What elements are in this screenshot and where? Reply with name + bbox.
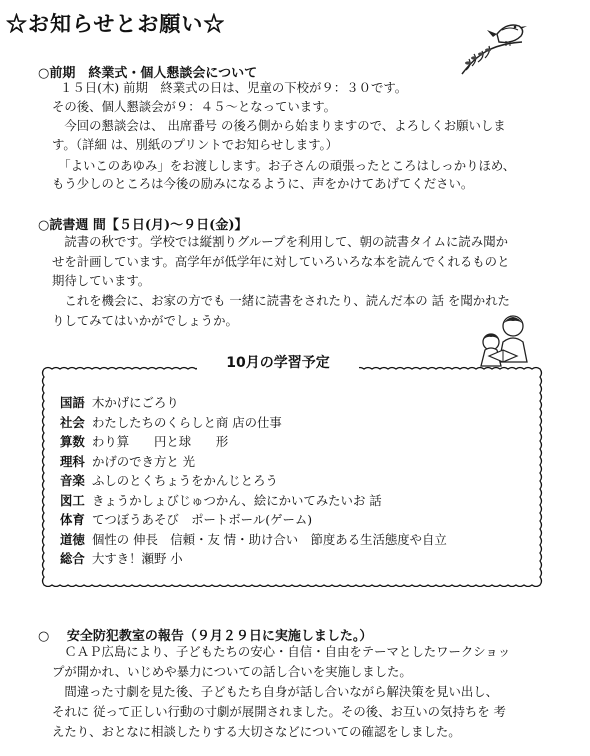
schedule-subject: 理科 <box>60 453 85 469</box>
schedule-subject: 音楽 <box>60 473 85 488</box>
section-heading-reading-week: ○読書週 間【５日(月)～９日(金)】 <box>38 218 248 233</box>
section3-line-2: プが開かれ、いじめや暴力についての話し合いを実施しました。 <box>52 664 412 679</box>
schedule-row <box>60 452 195 471</box>
section1-line-6: もう少しのところは今後の励みになるように、声をかけてあげてください。 <box>52 176 474 191</box>
section3-line-4: それに 従って正しい行動の寸劇が展開されました。その後、お互いの気持ちを 考 <box>52 704 506 719</box>
section-heading-safety-class: ○ 安全防犯教室の報告（９月２９日に実施しました。） <box>38 629 373 644</box>
schedule-row <box>60 432 228 451</box>
section3-line-1: ＣＡＰ広島により、子どもたちの安心・自信・自由をテーマとしたワークショッ <box>52 644 511 659</box>
schedule-row <box>60 549 183 568</box>
schedule-content: てつぼうあそび ポートボール(ゲーム) <box>92 512 313 527</box>
schedule-subject: 総合 <box>60 551 85 566</box>
section1-line-1: １５日(木) 前期 終業式の日は、児童の下校が９：３０です。 <box>60 80 408 95</box>
page-title: ☆お知らせとお願い☆ <box>6 11 226 36</box>
schedule-subject: 社会 <box>60 414 85 430</box>
schedule-content: きょうかしょびじゅつかん、絵にかいてみたいお 話 <box>92 492 382 508</box>
schedule-content: わたしたちのくらしと商 店の仕事 <box>92 414 282 430</box>
schedule-subject: 図工 <box>60 492 85 508</box>
section2-line-2: せを計画しています。高学年が低学年に対していろいろな本を読んでくれるものと <box>52 254 510 269</box>
schedule-row <box>60 471 278 490</box>
schedule-subject: 国語 <box>60 395 85 410</box>
schedule-row <box>60 413 282 432</box>
schedule-content: 木かげにごろり <box>92 395 179 410</box>
schedule-row <box>60 491 382 510</box>
schedule-title: 10月の学習予定 <box>197 352 359 374</box>
schedule-row <box>60 393 179 412</box>
section-heading-closing-ceremony: ○前期 終業式・個人懇談会について <box>38 66 258 81</box>
schedule-row <box>60 510 312 529</box>
reading-together-illustration <box>475 312 533 368</box>
schedule-subject: 体育 <box>60 512 85 527</box>
section2-line-3: 期待しています。 <box>52 273 151 288</box>
section3-line-3: 間違った寸劇を見た後、子どもたち自身が話し合いながら解決策を見い出し、 <box>52 684 499 699</box>
section1-line-2: その後、個人懇談会が９：４５～となっています。 <box>52 99 336 114</box>
section3-line-5: えたり、おとなに相談したりする大切さなどについての確認をしました。 <box>52 724 461 739</box>
schedule-content: 個性の 伸長 信頼・友 情・助け合い 節度ある生活態度や自立 <box>92 531 447 547</box>
section1-line-5: 「よいこのあゆみ」をお渡しします。お子さんの頑張ったところはしっかりほめ、 <box>52 158 516 173</box>
schedule-subject: 道徳 <box>60 531 85 547</box>
section1-line-3: 今回の懇談会は、 出席番号 の後ろ側から始まりますので、よろしくお願いしま <box>52 118 506 133</box>
schedule-content: ふしのとくちょうをかんじとろう <box>92 473 278 488</box>
section2-line-5: りしてみてはいかがでしょうか。 <box>52 313 238 328</box>
schedule-subject: 算数 <box>60 434 85 449</box>
schedule-content: わり算 円と球 形 <box>92 434 229 449</box>
schedule-content: かげのでき方と 光 <box>92 453 196 469</box>
section2-line-4: これを機会に、お家の方でも 一緒に読書をされたり、読んだ本の 話 を聞かれた <box>52 293 510 308</box>
bird-on-rice-illustration <box>452 14 532 76</box>
section1-line-4: す。（詳細 は、別紙のプリントでお知らせします。） <box>52 137 339 152</box>
section2-line-1: 読書の秋です。学校では縦割りグループを利用して、朝の読書タイムに読み聞か <box>52 234 508 249</box>
schedule-row <box>60 530 447 549</box>
schedule-content: 大すき！瀬野 小 <box>92 551 183 566</box>
